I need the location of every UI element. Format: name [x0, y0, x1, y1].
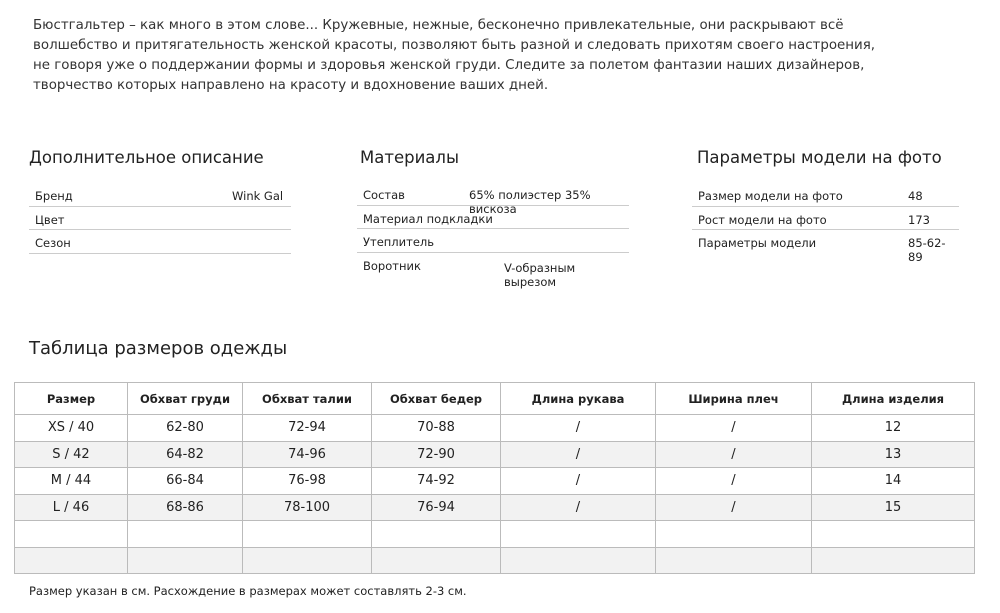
spec-key: Материал подкладки	[363, 211, 493, 226]
table-cell	[812, 521, 975, 548]
spec-key: Воротник	[363, 258, 421, 273]
table-cell	[372, 547, 501, 574]
materials-title: Материалы	[360, 148, 459, 167]
table-cell	[501, 521, 656, 548]
table-cell: /	[501, 468, 656, 495]
table-cell: /	[656, 468, 812, 495]
spec-row-brand	[29, 183, 291, 207]
table-cell: /	[501, 494, 656, 521]
spec-key: Размер модели на фото	[698, 189, 843, 203]
table-row	[15, 415, 975, 442]
table-cell: 15	[812, 494, 975, 521]
table-cell: 76-98	[243, 468, 372, 495]
material-row-composition	[357, 182, 629, 216]
spec-value: 65% полиэстер 35% вискоза	[469, 188, 591, 216]
table-cell	[15, 521, 128, 548]
table-cell: L / 46	[15, 494, 128, 521]
table-cell	[15, 547, 128, 574]
table-cell: 70-88	[372, 415, 501, 442]
size-table-title: Таблица размеров одежды	[29, 338, 288, 359]
materials-list	[357, 182, 629, 289]
table-cell: /	[656, 441, 812, 468]
table-cell: 62-80	[128, 415, 243, 442]
table-cell: 72-94	[243, 415, 372, 442]
table-cell	[128, 521, 243, 548]
model-row-height	[692, 207, 959, 231]
spec-key: Параметры модели	[698, 236, 817, 250]
column-header: Размер	[15, 383, 128, 415]
table-row	[15, 547, 975, 574]
material-row-insulation	[357, 229, 629, 253]
spec-key: Сезон	[35, 236, 71, 250]
table-cell: /	[656, 415, 812, 442]
table-cell: /	[501, 415, 656, 442]
table-cell: 12	[812, 415, 975, 442]
table-cell: 14	[812, 468, 975, 495]
column-header: Длина рукава	[501, 383, 656, 415]
spec-value: 173	[908, 212, 930, 227]
table-cell	[372, 521, 501, 548]
additional-description-list	[29, 183, 291, 254]
table-cell: /	[656, 494, 812, 521]
material-row-collar	[357, 253, 629, 289]
spec-value: V-образным вырезом	[504, 260, 576, 289]
table-cell: 72-90	[372, 441, 501, 468]
table-cell: 78-100	[243, 494, 372, 521]
table-cell	[243, 547, 372, 574]
model-row-measurements	[692, 230, 959, 264]
table-cell: 13	[812, 441, 975, 468]
table-cell	[656, 547, 812, 574]
column-header: Ширина плеч	[656, 383, 812, 415]
material-row-lining	[357, 206, 629, 230]
table-cell: 66-84	[128, 468, 243, 495]
column-header: Обхват груди	[128, 383, 243, 415]
table-row	[15, 468, 975, 495]
spec-key: Цвет	[35, 212, 65, 227]
table-cell	[656, 521, 812, 548]
table-cell: 64-82	[128, 441, 243, 468]
spec-key: Рост модели на фото	[698, 212, 827, 227]
table-cell: 74-96	[243, 441, 372, 468]
spec-key: Бренд	[35, 189, 73, 203]
table-row	[15, 441, 975, 468]
column-header: Обхват талии	[243, 383, 372, 415]
column-header: Длина изделия	[812, 383, 975, 415]
table-cell: /	[501, 441, 656, 468]
spec-value: 48	[908, 189, 923, 203]
table-cell	[243, 521, 372, 548]
table-cell	[501, 547, 656, 574]
table-cell: XS / 40	[15, 415, 128, 442]
spec-key: Состав	[363, 188, 405, 202]
table-cell: M / 44	[15, 468, 128, 495]
table-cell	[812, 547, 975, 574]
product-description: Бюстгальтер – как много в этом слове... Кружевные, нежные, бесконечно привлекательные, они раскрывают всё волшебство и притягательность женской красоты, позволяют быть разной и следовать прихотям своего настроения, не говоря уже о поддержании формы и здоровья женской груди. Следите за полетом фантазии наших дизайнеров, творчество которых направлено на красоту и вдохновение ваших дней.	[33, 18, 876, 93]
spec-value: 85-62-89	[908, 236, 946, 264]
table-cell: 76-94	[372, 494, 501, 521]
spec-row-season	[29, 230, 291, 254]
model-params-title: Параметры модели на фото	[697, 148, 942, 167]
size-table	[14, 382, 975, 574]
spec-value: Wink Gal	[232, 189, 284, 203]
size-note: Размер указан в см. Расхождение в размерах может составлять 2-3 см.	[29, 584, 467, 598]
model-params-list	[692, 183, 959, 264]
table-cell: S / 42	[15, 441, 128, 468]
size-table-header	[15, 383, 975, 415]
column-header: Обхват бедер	[372, 383, 501, 415]
table-cell: 68-86	[128, 494, 243, 521]
table-row	[15, 521, 975, 548]
table-cell	[128, 547, 243, 574]
spec-key: Утеплитель	[363, 235, 435, 249]
spec-row-color	[29, 207, 291, 231]
model-row-size	[692, 183, 959, 207]
additional-description-title: Дополнительное описание	[29, 148, 264, 167]
table-cell: 74-92	[372, 468, 501, 495]
table-row	[15, 494, 975, 521]
